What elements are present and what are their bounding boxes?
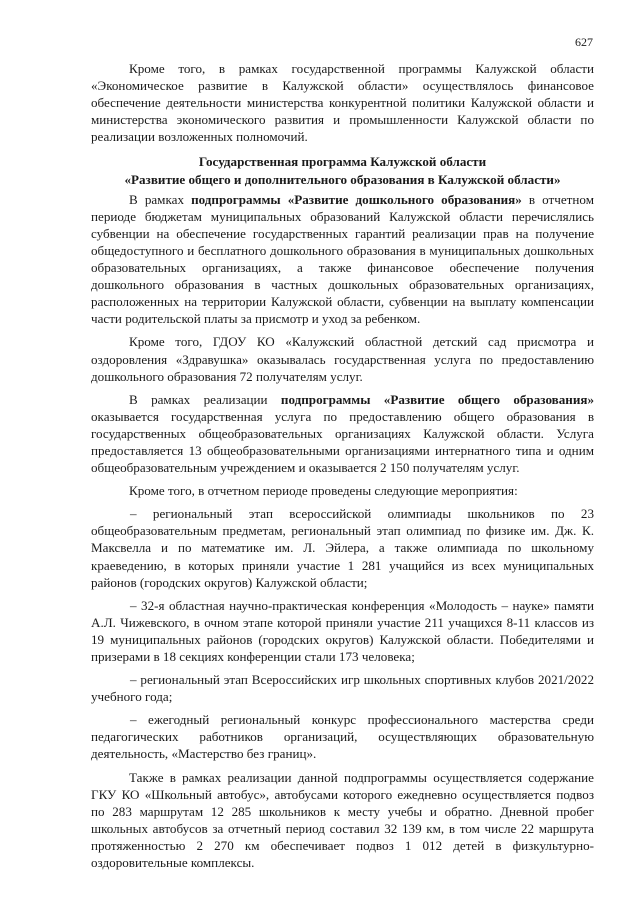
paragraph-body-text: в отчетном периоде бюджетам муниципальных образований Калужской области перечислялись субвенции на обеспечение государственных гарантий реализации прав на получение общедоступного и бесплатного дошкольного образования в муниципальных дошкольных образовательных организациях, а также финансовое обеспечение получения дошкольного образования в частных дошкольных образовательных организациях, расположенных на территории Калужской области, субвенции на выплату компенсации части родительской платы за присмотр и уход за ребенком.: [91, 191, 594, 327]
school-bus-paragraph: Также в рамках реализации данной подпрограммы осуществляется содержание ГКУ КО «Школьный автобус», автобусами которого ежедневно осуществляется подвоз по 283 маршрутам 12 285 школьников к месту учебы и обратно. Дневной пробег школьных автобусов за отчетный период составил 32 139 км, в том числе 22 маршрута протяженностью 2 270 км обеспечивает подвоз 1 012 детей в физкультурно-оздоровительные комплексы.: [91, 769, 594, 871]
section-heading: [91, 153, 594, 187]
kindergarten-paragraph: Кроме того, ГДОУ КО «Калужский областной детский сад присмотра и оздоровления «Здравушка» оказывалась государственная услуга по предоставлению дошкольного образования 72 получателям услуг.: [91, 334, 594, 384]
events-intro-paragraph: Кроме того, в отчетном периоде проведены следующие мероприятия:: [129, 483, 518, 499]
event-item-sports-games: – региональный этап Всероссийских игр школьных спортивных клубов 2021/2022 учебного года;: [91, 672, 594, 705]
paragraph-lead-text: В рамках реализации: [129, 391, 281, 407]
intro-paragraph: Кроме того, в рамках государственной программы Калужской области «Экономическое развитие в Калужской области» осуществлялось финансовое обеспечение деятельности министерства конкурентной политики Калужской области и министерства экономического развития и промышленности Калужской области по реализации возложенных полномочий.: [91, 61, 594, 145]
event-item-conference: – 32-я областная научно-практическая конференция «Молодость – науке» памяти А.Л. Чижевского, в очном этапе которой приняли участие 211 учащихся 8-11 классов из 19 муниципальных районов (городских округов) Калужской области. Победителями и призерами в 18 секциях конференции стали 173 человека;: [91, 597, 594, 664]
general-education-subprogram-paragraph: [91, 391, 594, 476]
document-body: [91, 60, 594, 877]
section-title-line-1: Государственная программа Калужской области: [198, 154, 487, 170]
event-item-olympiad: – региональный этап всероссийской олимпиады школьников по 23 общеобразовательным предметам, региональный этап олимпиад по физике им. Дж. К. Максвелла и по математике им. Л. Эйлера, а также олимпиада по школьному краеведению, в которых приняли участие 1 281 учащийся из всех муниципальных районов (городских округов) Калужской области;: [91, 506, 594, 590]
page-number: 627: [575, 35, 593, 49]
section-title-line-2: «Развитие общего и дополнительного образования в Калужской области»: [124, 171, 561, 187]
subprogram-name-preschool: подпрограммы «Развитие дошкольного образования»: [191, 191, 522, 207]
preschool-subprogram-paragraph: [91, 191, 594, 328]
subprogram-name-general: подпрограммы «Развитие общего образования»: [280, 391, 595, 407]
event-item-teacher-contest: – ежегодный региональный конкурс профессионального мастерства среди педагогических работников организаций, осуществляющих образовательную деятельность, «Мастерство без границ».: [91, 712, 594, 762]
paragraph-lead-text: В рамках: [129, 191, 192, 207]
paragraph-body-text: оказывается государственная услуга по предоставлению общего образования в государственных общеобразовательных организациях Калужской области. Услуга предоставляется 13 общеобразовательными организациями интернатного типа и одним общеобразовательным учреждением и оказывается 2 150 получателям услуг.: [91, 408, 594, 476]
